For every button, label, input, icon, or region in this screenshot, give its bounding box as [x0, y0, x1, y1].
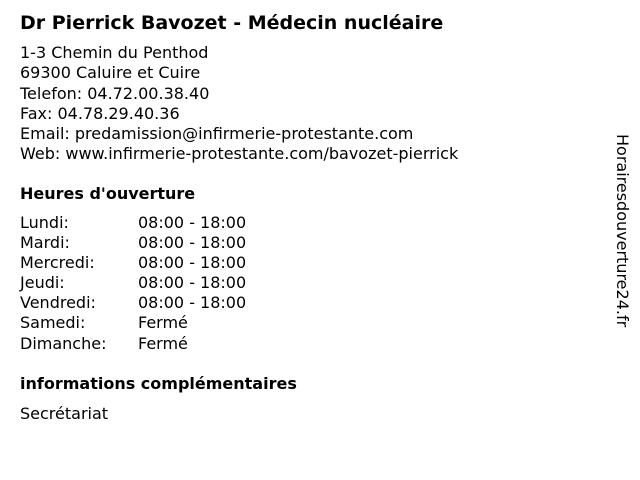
street-address: 1-3 Chemin du Penthod: [20, 43, 209, 62]
website-address: Web: www.infirmerie-protestante.com/bavozet-pierrick: [20, 144, 459, 164]
city-address: 69300 Caluire et Cuire: [20, 63, 201, 83]
hours-day: Samedi:: [20, 313, 86, 333]
site-watermark: Horairesdouverture24.fr: [613, 134, 632, 328]
hours-day: Mercredi:: [20, 253, 95, 273]
hours-row: [20, 313, 246, 333]
phone-number: Telefon: 04.72.00.38.40: [20, 83, 210, 103]
hours-day: Vendredi:: [20, 293, 96, 313]
hours-time: 08:00 - 18:00: [138, 233, 247, 253]
hours-row: [20, 293, 246, 313]
hours-time: Fermé: [138, 313, 188, 333]
hours-time: 08:00 - 18:00: [138, 213, 247, 232]
fax-number: Fax: 04.78.29.40.36: [20, 103, 180, 123]
hours-time: 08:00 - 18:00: [138, 273, 247, 293]
hours-time: 08:00 - 18:00: [138, 293, 247, 313]
opening-hours-heading: Heures d'ouverture: [20, 184, 196, 203]
opening-hours-list: [20, 213, 246, 354]
hours-day: Mardi:: [20, 233, 70, 253]
hours-row: [20, 233, 246, 253]
hours-time: Fermé: [138, 333, 188, 353]
hours-day: Lundi:: [20, 213, 69, 232]
additional-info-text: Secrétariat: [20, 404, 109, 423]
address-block: [20, 43, 458, 165]
hours-day: Jeudi:: [20, 273, 65, 293]
additional-info-heading: informations complémentaires: [20, 374, 297, 393]
hours-row: [20, 213, 246, 233]
hours-row: [20, 334, 246, 354]
hours-row: [20, 253, 246, 273]
hours-row: [20, 273, 246, 293]
email-address: Email: predamission@infirmerie-protestante.com: [20, 124, 414, 144]
hours-day: Dimanche:: [20, 333, 107, 353]
page-title: Dr Pierrick Bavozet - Médecin nucléaire: [20, 12, 444, 34]
hours-time: 08:00 - 18:00: [138, 253, 247, 273]
